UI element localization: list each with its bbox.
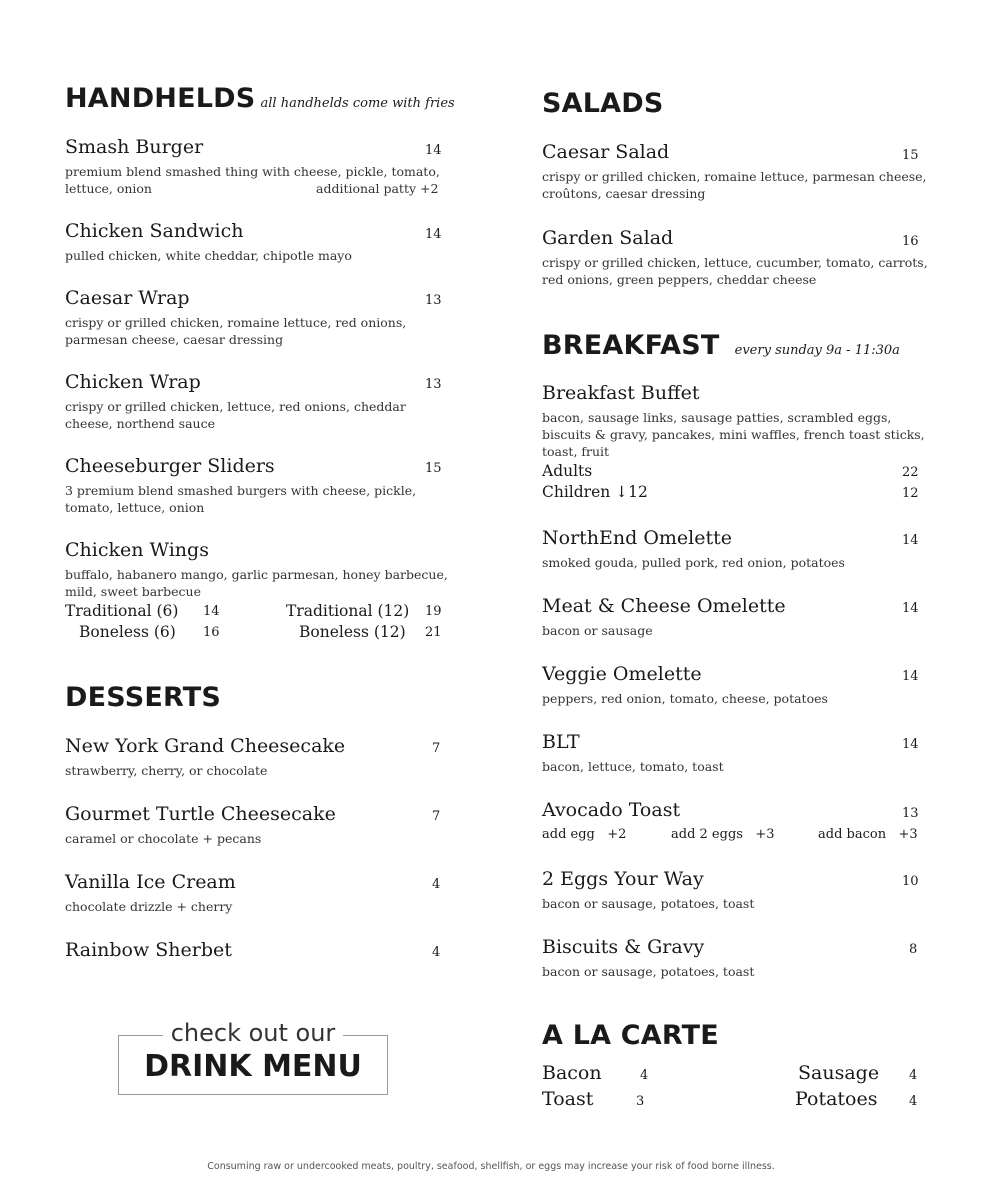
- section-title: HANDHELDS: [65, 83, 256, 114]
- item-name: Avocado Toast: [542, 799, 681, 821]
- handhelds-header: [65, 83, 455, 114]
- buffet-option: Children ↓12: [542, 483, 648, 501]
- food-safety-disclaimer: Consuming raw or undercooked meats, poultry, seafood, shellfish, or eggs may increase your risk of food borne illness.: [207, 1161, 775, 1172]
- buffet-option-price: 12: [902, 486, 919, 501]
- item-price: 4: [432, 945, 441, 960]
- item-description: 3 premium blend smashed burgers with cheese, pickle,: [65, 483, 417, 498]
- addon-price: +2: [607, 827, 627, 842]
- drink-menu-title[interactable]: DRINK MENU: [144, 1049, 362, 1084]
- item-description: bacon, lettuce, tomato, toast: [542, 759, 724, 774]
- item-name: Caesar Salad: [542, 141, 670, 163]
- item-name: Meat & Cheese Omelette: [542, 595, 786, 617]
- item-description: crispy or grilled chicken, lettuce, cucumber, tomato, carrots,: [542, 255, 928, 270]
- item-name: New York Grand Cheesecake: [65, 735, 346, 757]
- item-description: premium blend smashed thing with cheese, pickle, tomato,: [65, 164, 440, 179]
- buffet-option-price: 22: [902, 465, 919, 480]
- item-price: 8: [909, 942, 918, 957]
- item-description: red onions, green peppers, cheddar cheese: [542, 272, 817, 287]
- item-price: 4: [909, 1068, 918, 1083]
- item-description: bacon or sausage, potatoes, toast: [542, 964, 755, 979]
- item-description: bacon or sausage: [542, 623, 653, 638]
- item-name: Potatoes: [795, 1088, 878, 1110]
- item-description: strawberry, cherry, or chocolate: [65, 763, 268, 778]
- addon: [671, 827, 775, 842]
- item-description: tomato, lettuce, onion: [65, 500, 205, 515]
- item-description: lettuce, onion: [65, 181, 152, 196]
- section-title: SALADS: [542, 88, 664, 119]
- item-price: 14: [902, 601, 919, 616]
- item-price: 10: [902, 874, 919, 889]
- item-name: BLT: [542, 731, 580, 753]
- item-price: 14: [902, 669, 919, 684]
- wings-option-price: 19: [425, 604, 442, 619]
- drink-menu-caption: [118, 1019, 388, 1047]
- item-description: crispy or grilled chicken, romaine lettuce, parmesan cheese,: [542, 169, 927, 184]
- addon-price: +3: [898, 827, 918, 842]
- section-subtitle: every sunday 9a - 11:30a: [734, 343, 900, 358]
- item-description: mild, sweet barbecue: [65, 584, 201, 599]
- addon-label: add egg: [542, 827, 595, 842]
- item-price: 15: [902, 148, 919, 163]
- section-title: BREAKFAST: [542, 330, 720, 361]
- item-name: Gourmet Turtle Cheesecake: [65, 803, 336, 825]
- item-name: Toast: [542, 1088, 594, 1110]
- addon: [542, 827, 626, 842]
- item-name: 2 Eggs Your Way: [542, 868, 704, 890]
- breakfast-header: [542, 330, 900, 361]
- section-title: A LA CARTE: [542, 1020, 719, 1051]
- item-price: 14: [902, 737, 919, 752]
- item-name: Cheeseburger Sliders: [65, 455, 275, 477]
- item-price: 14: [425, 143, 442, 158]
- item-name: Rainbow Sherbet: [65, 939, 232, 961]
- item-description: crispy or grilled chicken, romaine lettuce, red onions,: [65, 315, 407, 330]
- item-price: 14: [902, 533, 919, 548]
- item-extra: additional patty +2: [316, 181, 439, 196]
- addon-label: add 2 eggs: [671, 827, 743, 842]
- item-price: 15: [425, 461, 442, 476]
- item-price: 7: [432, 741, 441, 756]
- item-description: toast, fruit: [542, 444, 610, 459]
- item-description: smoked gouda, pulled pork, red onion, potatoes: [542, 555, 845, 570]
- item-description: croûtons, caesar dressing: [542, 186, 706, 201]
- item-price: 13: [425, 293, 442, 308]
- item-name: Breakfast Buffet: [542, 382, 700, 404]
- item-description: crispy or grilled chicken, lettuce, red onions, cheddar: [65, 399, 406, 414]
- item-description: cheese, northend sauce: [65, 416, 215, 431]
- wings-option: Traditional (6): [65, 602, 179, 620]
- item-description: bacon or sausage, potatoes, toast: [542, 896, 755, 911]
- item-name: Vanilla Ice Cream: [65, 871, 236, 893]
- item-name: Sausage: [798, 1062, 880, 1084]
- item-description: parmesan cheese, caesar dressing: [65, 332, 284, 347]
- item-description: buffalo, habanero mango, garlic parmesan, honey barbecue,: [65, 567, 448, 582]
- wings-option-price: 21: [425, 625, 442, 640]
- item-name: Veggie Omelette: [542, 663, 702, 685]
- item-name: Chicken Wrap: [65, 371, 201, 393]
- item-price: 4: [909, 1094, 918, 1109]
- wings-option: Boneless (12): [299, 623, 406, 641]
- item-name: Chicken Wings: [65, 539, 209, 561]
- item-name: Chicken Sandwich: [65, 220, 244, 242]
- item-name: Garden Salad: [542, 227, 674, 249]
- item-description: biscuits & gravy, pancakes, mini waffles, french toast sticks,: [542, 427, 925, 442]
- item-name: Biscuits & Gravy: [542, 936, 705, 958]
- wings-option-price: 14: [203, 604, 220, 619]
- addon-price: +3: [755, 827, 775, 842]
- item-description: chocolate drizzle + cherry: [65, 899, 233, 914]
- item-name: Caesar Wrap: [65, 287, 190, 309]
- item-price: 4: [432, 877, 441, 892]
- item-price: 14: [425, 227, 442, 242]
- section-subtitle: all handhelds come with fries: [260, 96, 455, 111]
- buffet-option: Adults: [542, 462, 593, 480]
- item-price: 3: [636, 1094, 645, 1109]
- item-description: bacon, sausage links, sausage patties, scrambled eggs,: [542, 410, 892, 425]
- item-description: pulled chicken, white cheddar, chipotle mayo: [65, 248, 352, 263]
- wings-option: Boneless (6): [79, 623, 176, 641]
- item-price: 4: [640, 1068, 649, 1083]
- item-price: 7: [432, 809, 441, 824]
- addon: [818, 827, 918, 842]
- item-description: peppers, red onion, tomato, cheese, potatoes: [542, 691, 828, 706]
- item-price: 13: [902, 806, 919, 821]
- wings-option: Traditional (12): [286, 602, 410, 620]
- item-name: NorthEnd Omelette: [542, 527, 732, 549]
- item-price: 16: [902, 234, 919, 249]
- wings-option-price: 16: [203, 625, 220, 640]
- addon-label: add bacon: [818, 827, 887, 842]
- drink-menu-caption-text: check out our: [163, 1019, 344, 1047]
- item-name: Bacon: [542, 1062, 602, 1084]
- item-description: caramel or chocolate + pecans: [65, 831, 262, 846]
- item-name: Smash Burger: [65, 136, 204, 158]
- section-title: DESSERTS: [65, 682, 222, 713]
- item-price: 13: [425, 377, 442, 392]
